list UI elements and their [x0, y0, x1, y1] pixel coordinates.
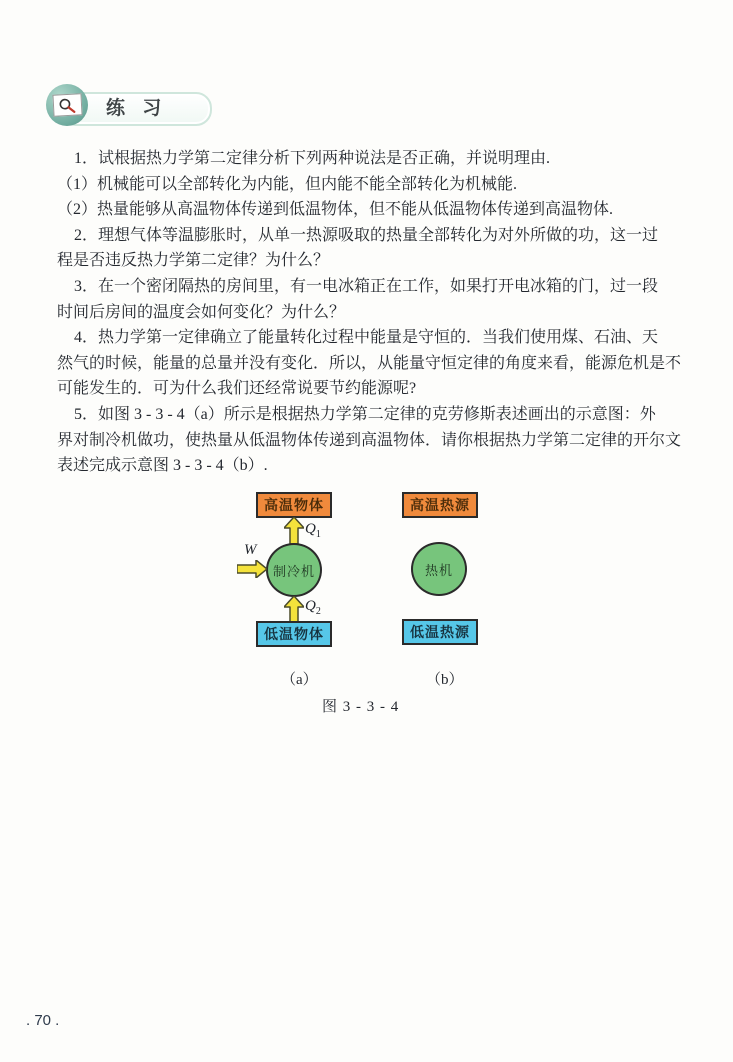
q2-heat-arrow-icon — [284, 596, 304, 623]
header-circle-badge — [46, 84, 88, 126]
q2-label — [305, 598, 321, 617]
exercise-text-block — [57, 146, 682, 479]
cold-source-box-b: 低温热源 — [402, 619, 478, 645]
q1-subscript: 1 — [315, 529, 321, 540]
text-line: 可能发生的．可为什么我们还经常说要节约能源呢? — [57, 380, 417, 398]
q2-symbol: Q — [305, 598, 316, 614]
q1-heat-arrow-icon — [284, 517, 304, 544]
section-title: 练 习 — [106, 98, 168, 119]
text-line: 2．理想气体等温膨胀时，从单一热源吸取的热量全部转化为对外所做的功，这一过 — [74, 226, 659, 244]
text-line: 4．热力学第一定律确立了能量转化过程中能量是守恒的．当我们使用煤、石油、天 — [74, 329, 659, 347]
figure-caption: 图 3 - 3 - 4 — [322, 699, 400, 715]
sublabel-a: （a） — [281, 672, 318, 688]
text-line: 5．如图 3 - 3 - 4（a）所示是根据热力学第二定律的克劳修斯表述画出的示意图：外 — [74, 405, 656, 423]
page-number: . 70 . — [26, 1012, 60, 1029]
work-label: W — [244, 542, 257, 558]
exercise-header — [46, 84, 266, 130]
q1-label — [305, 521, 321, 540]
q1-symbol: Q — [305, 521, 316, 537]
hot-body-box-a: 高温物体 — [256, 492, 332, 518]
magnifier-icon — [52, 93, 82, 116]
refrigerator-circle: 制冷机 — [266, 543, 322, 597]
text-line: （2）热量能够从高温物体传递到低温物体，但不能从低温物体传递到高温物体. — [57, 201, 614, 219]
hot-source-box-b: 高温热源 — [402, 492, 478, 518]
heat-engine-circle: 热机 — [411, 542, 467, 596]
text-line: 程是否违反热力学第二定律？为什么？ — [57, 252, 330, 270]
text-line: 然气的时候，能量的总量并没有变化．所以，从能量守恒定律的角度来看，能源危机是不 — [57, 354, 682, 372]
q2-subscript: 2 — [315, 606, 321, 617]
text-line: （1）机械能可以全部转化为内能，但内能不能全部转化为机械能. — [57, 175, 518, 193]
text-line: 界对制冷机做功，使热量从低温物体传递到高温物体．请你根据热力学第二定律的开尔文 — [57, 431, 682, 449]
cold-body-box-a: 低温物体 — [256, 621, 332, 647]
text-line: 表述完成示意图 3 - 3 - 4（b）. — [57, 457, 268, 475]
sublabel-b: （b） — [426, 672, 464, 688]
text-line: 时间后房间的温度会如何变化？为什么？ — [57, 303, 346, 321]
work-arrow-icon — [237, 560, 267, 578]
text-line: 3．在一个密闭隔热的房间里，有一电冰箱正在工作，如果打开电冰箱的门，过一段 — [74, 277, 659, 295]
text-line: 1．试根据热力学第二定律分析下列两种说法是否正确，并说明理由. — [74, 150, 551, 167]
